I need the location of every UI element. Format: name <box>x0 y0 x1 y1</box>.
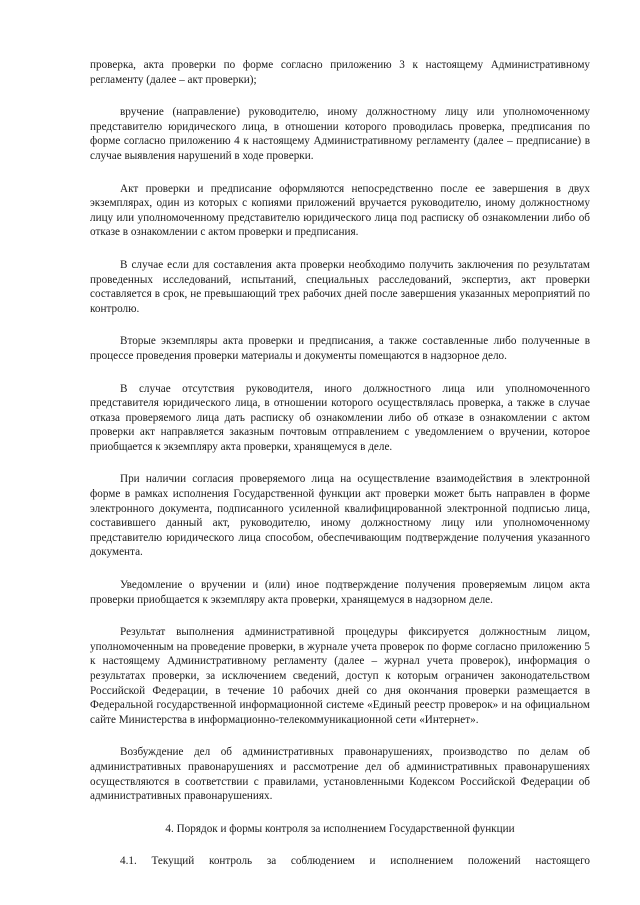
paragraph: Возбуждение дел об административных правонарушениях, производство по делам об административных правонарушениях и рассмотрение дел об административных правонарушениях осуществляются в соответствии с правилами, установленными Кодексом Российской Федерации об административных правонарушениях. <box>90 746 590 803</box>
paragraph: Акт проверки и предписание оформляются непосредственно после ее завершения в двух экземплярах, один из которых с копиями приложений вручается руководителю, иному должностному лицу или уполномоченному представителю юридического лица под расписку об ознакомлении либо об отказе в ознакомлении с актом проверки и предписания. <box>90 182 590 239</box>
paragraph: При наличии согласия проверяемого лица на осуществление взаимодействия в электронной форме в рамках исполнения Государственной функции акт проверки может быть направлен в форме электронного документа, подписанного усиленной квалифицированной электронной подписью лица, составившего данный акт, руководителю, иному должностному лицу или уполномоченному представителю юридического лица способом, обеспечивающим подтверждение получения указанного документа. <box>90 473 590 559</box>
paragraph: Уведомление о вручении и (или) иное подтверждение получения проверяемым лицом акта проверки приобщается к экземпляру акта проверки, хранящемуся в надзорном деле. <box>90 579 590 606</box>
paragraph: Результат выполнения административной процедуры фиксируется должностным лицом, уполномоченным на проведение проверки, в журнале учета проверок по форме согласно приложению 5 к настоящему Административному регламенту (далее – журнал учета проверок), информация о результатах проверки, за исключением сведений, доступ к которым ограничен законодательством Российской Федерации, в течение 10 рабочих дней со дня окончания проверки размещается в Федеральной государственной информационной системе «Единый реестр проверок» и на официальном сайте Министерства в информационно-телекоммуникационной сети «Интернет». <box>90 626 590 726</box>
paragraph: В случае отсутствия руководителя, иного должностного лица или уполномоченного представителя юридического лица, в отношении которого осуществлялась проверка, а также в случае отказа проверяемого лица дать расписку об ознакомлении либо об отказе в ознакомлении с актом проверки акт направляется заказным почтовым отправлением с уведомлением о вручении, которое приобщается к экземпляру акта проверки, хранящемуся в деле. <box>90 382 590 453</box>
paragraph: вручение (направление) руководителю, иному должностному лицу или уполномоченному представителю юридического лица, в отношении которого проводилась проверка, предписания по форме согласно приложению 4 к настоящему Административному регламенту (далее – предписание) в случае выявления нарушений в ходе проверки. <box>90 106 590 162</box>
paragraph: В случае если для составления акта проверки необходимо получить заключения по результатам проведенных исследований, испытаний, специальных расследований, экспертиз, акт проверки составляется в срок, не превышающий трех рабочих дней после завершения указанных мероприятий по контролю. <box>90 258 590 315</box>
paragraph: проверка, акта проверки по форме согласно приложению 3 к настоящему Административному регламенту (далее – акт проверки); <box>90 59 590 86</box>
paragraph-continued: 4.1. Текущий контроль за соблюдением и исполнением положений настоящего <box>120 855 590 868</box>
document-body <box>90 58 590 869</box>
section-heading: 4. Порядок и формы контроля за исполнением Государственной функции <box>165 822 515 835</box>
paragraph: Вторые экземпляры акта проверки и предписания, а также составленные либо полученные в процессе проведения проверки материалы и документы помещаются в надзорное дело. <box>90 335 590 362</box>
